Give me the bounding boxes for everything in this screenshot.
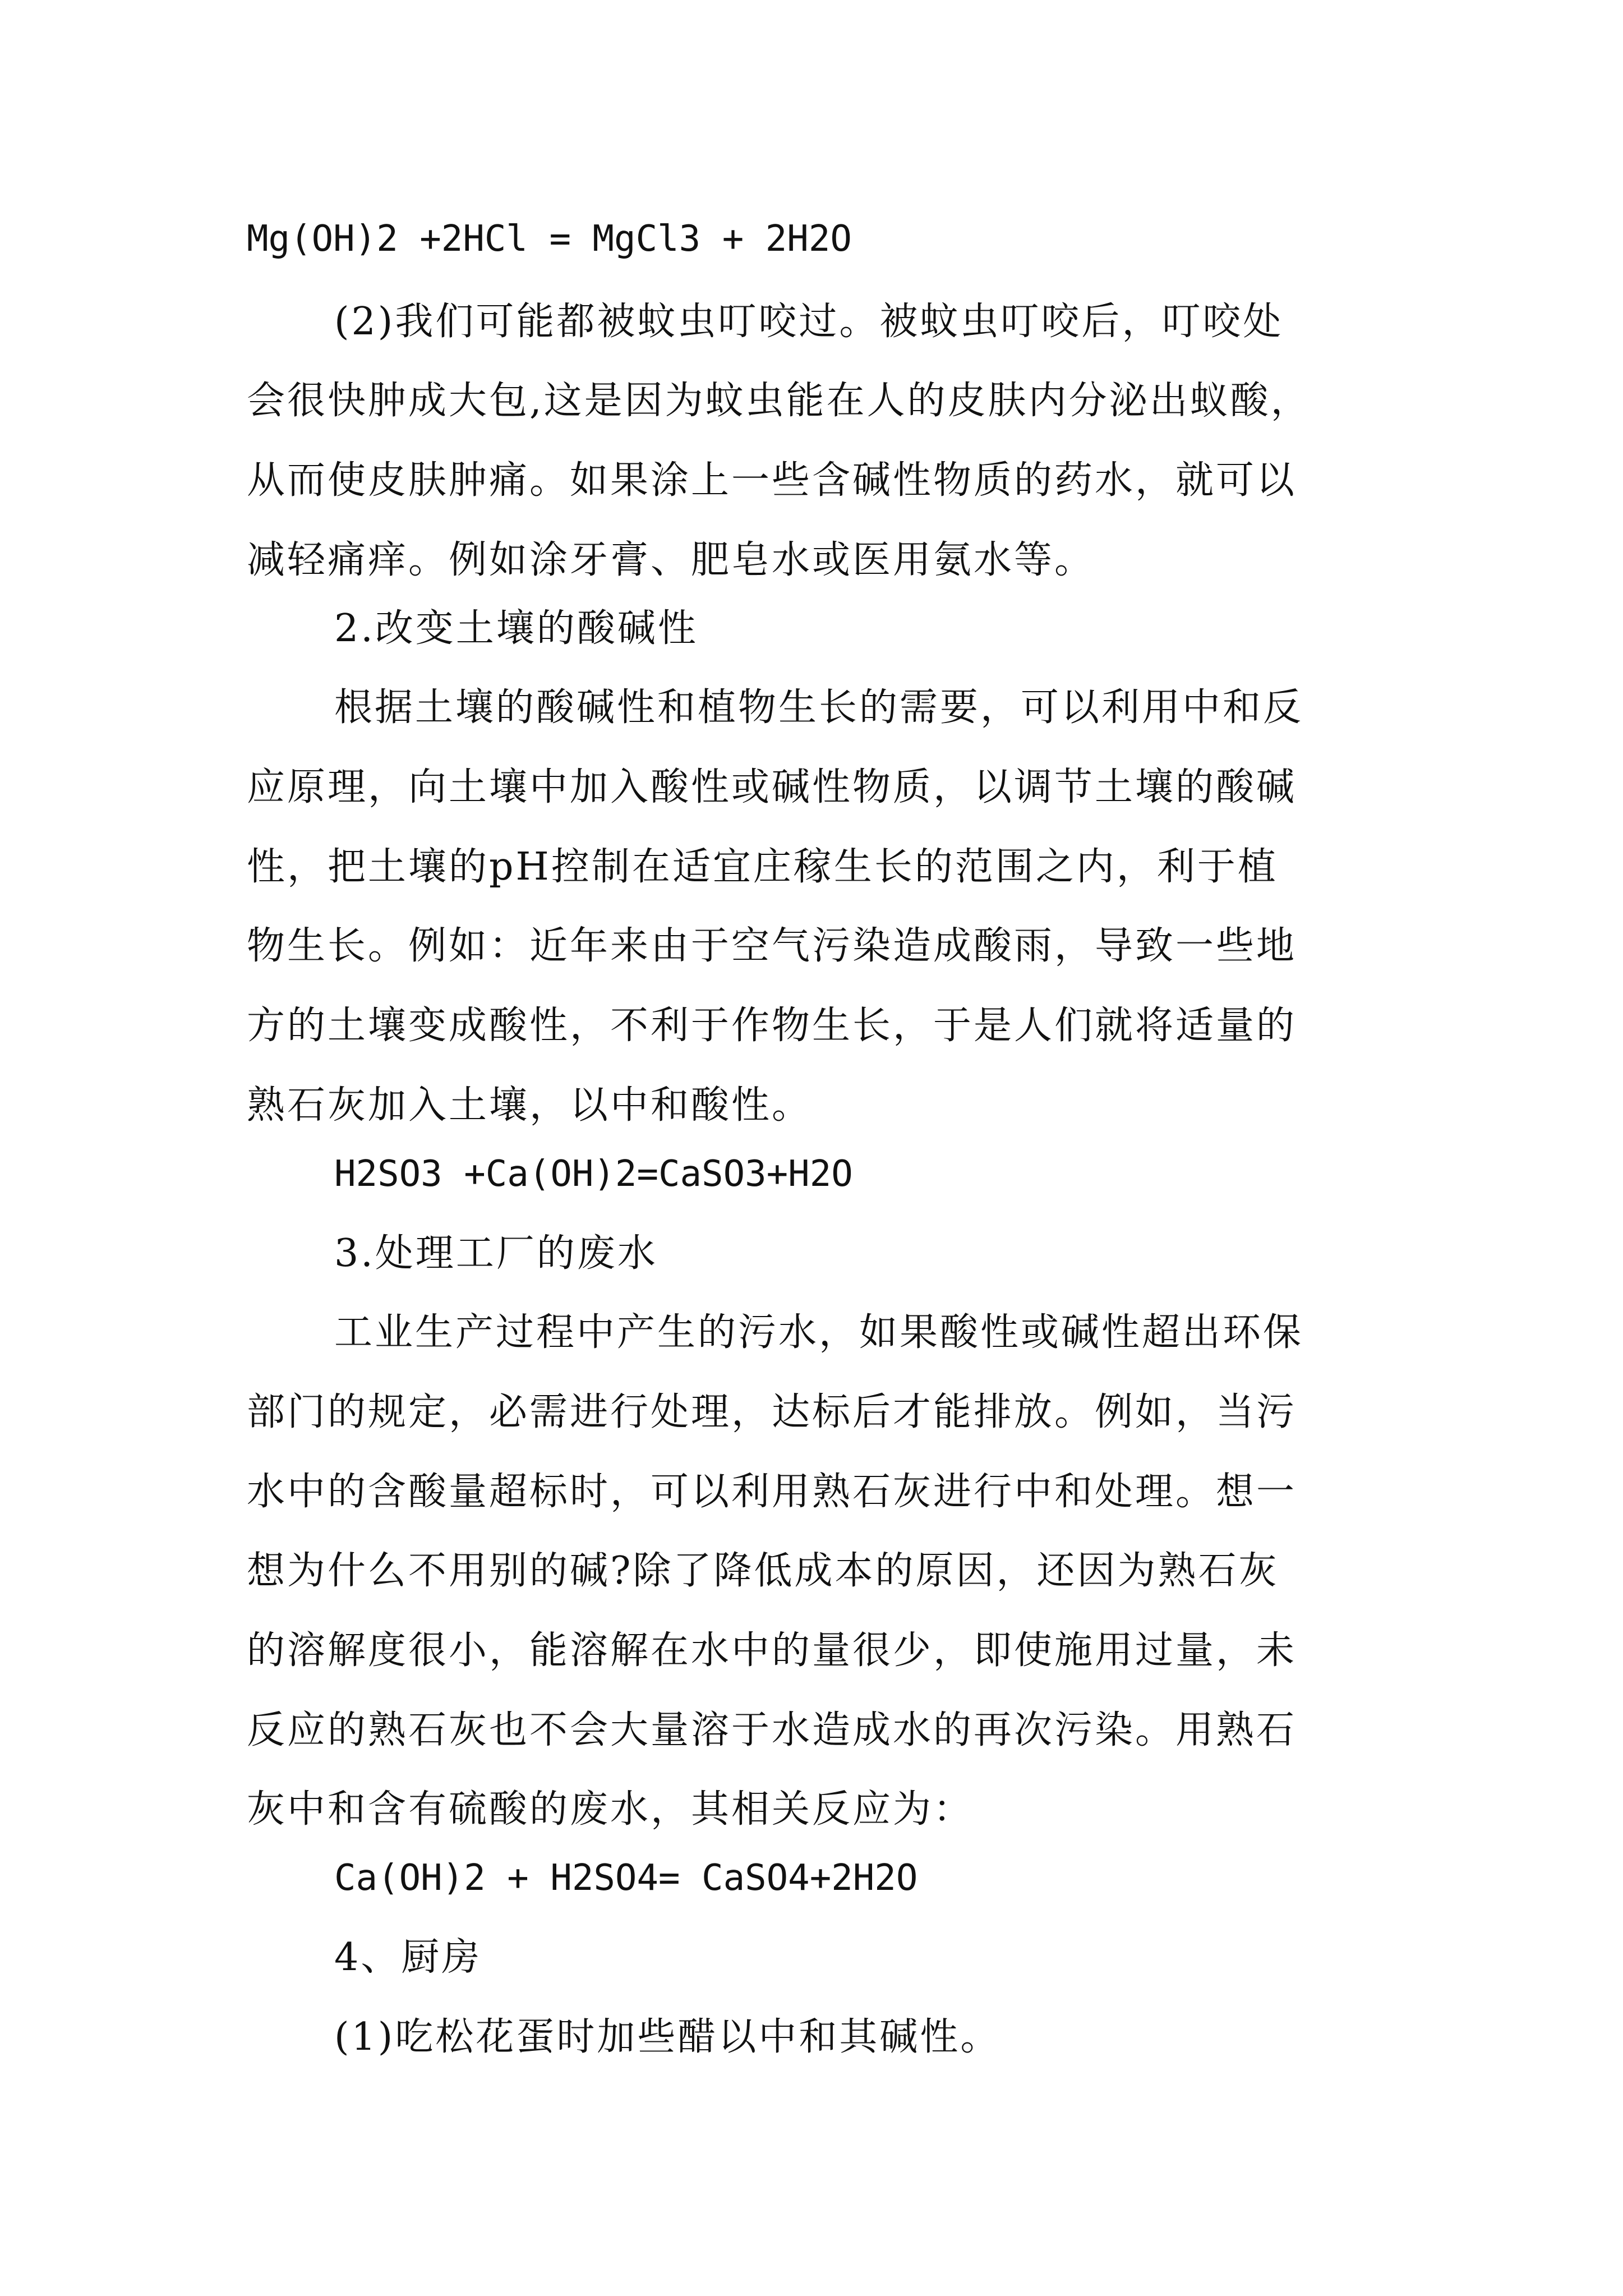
paragraph-line: 物生长。例如：近年来由于空气污染造成酸雨，导致一些地 [247,924,1297,968]
formula-line: H2SO3 +Ca(OH)2=CaSO3+H2O [334,1153,853,1195]
paragraph-line: (2)我们可能都被蚊虫叮咬过。被蚊虫叮咬后，叮咬处 [334,300,1284,344]
paragraph-line: 减轻痛痒。例如涂牙膏、肥皂水或医用氨水等。 [247,538,1095,582]
section-heading: 3.处理工厂的废水 [334,1231,658,1276]
section-heading: 4、厨房 [334,1935,482,1980]
paragraph-line: 性，把土壤的pH控制在适宜庄稼生长的范围之内，利于植 [247,845,1278,889]
section-heading: 2.改变土壤的酸碱性 [334,606,698,651]
paragraph-line: 灰中和含有硫酸的废水，其相关反应为： [247,1787,974,1832]
paragraph-line: 从而使皮肤肿痛。如果涂上一些含碱性物质的药水，就可以 [247,458,1297,503]
paragraph-line: 应原理，向土壤中加入酸性或碱性物质，以调节土壤的酸碱 [247,765,1297,809]
paragraph-line: (1)吃松花蛋时加些醋以中和其碱性。 [334,2015,1001,2059]
paragraph-line: 反应的熟石灰也不会大量溶于水造成水的再次污染。用熟石 [247,1708,1297,1752]
formula-line: Mg(OH)2 +2HCl = MgCl3 + 2H2O [247,218,852,260]
paragraph-line: 的溶解度很小，能溶解在水中的量很少，即使施用过量，未 [247,1628,1297,1673]
paragraph-line: 部门的规定，必需进行处理，达标后才能排放。例如，当污 [247,1390,1297,1434]
paragraph-line: 方的土壤变成酸性，不利于作物生长，于是人们就将适量的 [247,1004,1297,1048]
paragraph-line: 会很快肿成大包,这是因为蚊虫能在人的皮肤内分泌出蚁酸， [247,379,1311,423]
paragraph-line: 想为什么不用别的碱?除了降低成本的原因，还因为熟石灰 [247,1549,1279,1593]
paragraph-line: 根据土壤的酸碱性和植物生长的需要，可以利用中和反 [334,685,1304,730]
paragraph-line: 水中的含酸量超标时，可以利用熟石灰进行中和处理。想一 [247,1470,1297,1514]
paragraph-line: 工业生产过程中产生的污水，如果酸性或碱性超出环保 [334,1310,1304,1355]
paragraph-line: 熟石灰加入土壤，以中和酸性。 [247,1083,813,1128]
formula-line: Ca(OH)2 + H2SO4= CaSO4+2H2O [334,1857,918,1899]
